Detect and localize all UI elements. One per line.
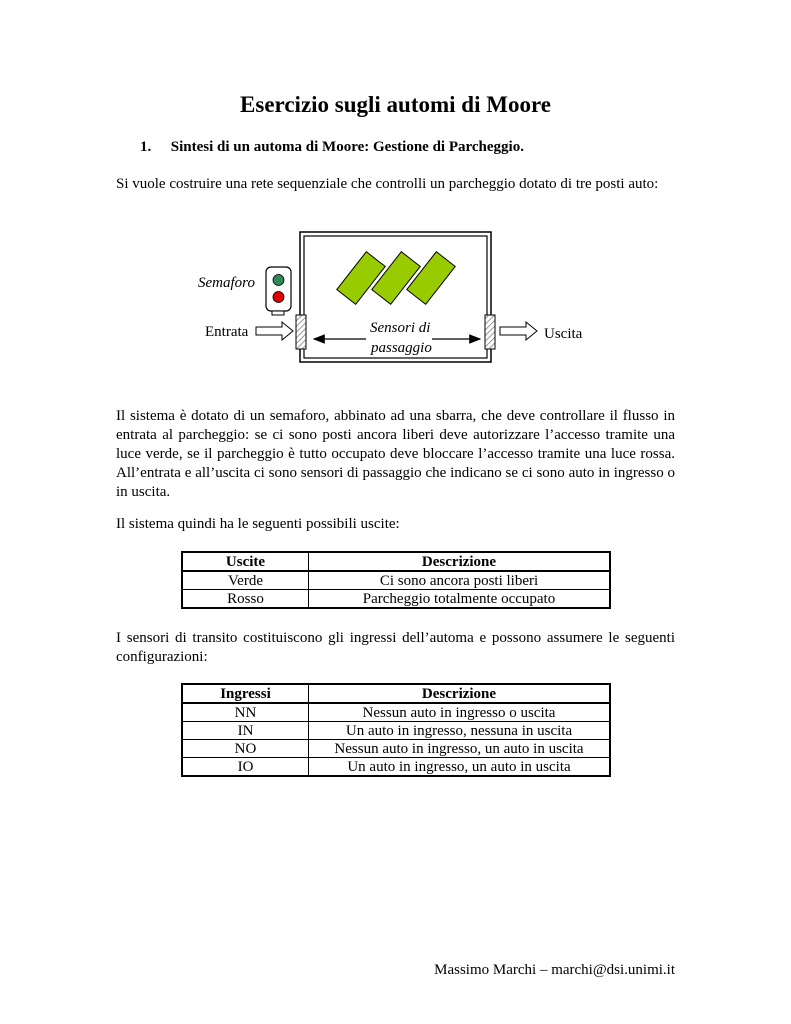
- table-cell: Rosso: [182, 590, 309, 609]
- intro-paragraph: Si vuole costruire una rete sequenziale che controlli un parcheggio dotato di tre posti auto:: [116, 176, 659, 192]
- table-cell: Ci sono ancora posti liberi: [309, 571, 611, 590]
- section-heading: [140, 139, 524, 156]
- table-row: [182, 590, 610, 609]
- sensori-label-line2: passaggio: [371, 340, 432, 356]
- parking-slot: [372, 252, 420, 305]
- table-header-row: [182, 552, 610, 571]
- table-row: [182, 571, 610, 590]
- exit-sensor: [485, 315, 495, 349]
- uscita-label: Uscita: [544, 326, 583, 342]
- table-row: [182, 722, 610, 740]
- table-row: [182, 703, 610, 722]
- entrance-arrow-icon: [256, 322, 293, 340]
- parking-lot-inner: [304, 236, 487, 358]
- page-title: Esercizio sugli automi di Moore: [240, 92, 551, 117]
- description-paragraph: Il sistema è dotato di un semaforo, abbinato ad una sbarra, che deve controllare il flusso in entrata al parcheggio: se ci sono posti ancora liberi deve autorizzare l’accesso tramite una luce verde, se il parcheggio è tutto occupato deve bloccare l’accesso tramite una luce rossa. All’entrata e all’uscita ci sono sensori di passaggio che indicano se ci sono auto in ingresso o in uscita.: [116, 408, 675, 500]
- table-cell: IO: [182, 758, 309, 777]
- traffic-light-icon: [266, 267, 291, 315]
- table-cell: Un auto in ingresso, nessuna in uscita: [309, 722, 611, 740]
- parking-slot: [407, 252, 455, 305]
- table-header-row: [182, 684, 610, 703]
- table-header: Uscite: [182, 552, 309, 571]
- table-header: Descrizione: [309, 552, 611, 571]
- inputs-table: [181, 683, 611, 777]
- table-cell: Nessun auto in ingresso, un auto in uscita: [309, 740, 611, 758]
- sensori-label-line1: Sensori di: [370, 320, 431, 336]
- table-cell: NO: [182, 740, 309, 758]
- table-cell: Parcheggio totalmente occupato: [309, 590, 611, 609]
- section-heading-text: Sintesi di un automa di Moore: Gestione di Parcheggio.: [170, 139, 524, 155]
- exit-arrow-icon: [500, 322, 537, 340]
- outputs-table: [181, 551, 611, 609]
- semaforo-label: Semaforo: [198, 275, 255, 291]
- table-cell: Nessun auto in ingresso o uscita: [309, 703, 611, 722]
- footer-email: marchi@dsi.unimi.it: [551, 962, 675, 978]
- table-cell: NN: [182, 703, 309, 722]
- parking-lot-outer: [300, 232, 491, 362]
- section-number: 1.: [140, 139, 152, 155]
- table-header: Ingressi: [182, 684, 309, 703]
- entrance-sensor: [296, 315, 306, 349]
- table-cell: Verde: [182, 571, 309, 590]
- table-header: Descrizione: [309, 684, 611, 703]
- page-footer: [434, 962, 675, 979]
- table-cell: IN: [182, 722, 309, 740]
- table-row: [182, 740, 610, 758]
- parking-slot: [337, 252, 385, 305]
- outputs-intro-paragraph: Il sistema quindi ha le seguenti possibili uscite:: [116, 516, 400, 532]
- inputs-intro-paragraph: I sensori di transito costituiscono gli ingressi dell’automa e possono assumere le seguenti configurazioni:: [116, 630, 675, 665]
- table-cell: Un auto in ingresso, un auto in uscita: [309, 758, 611, 777]
- entrata-label: Entrata: [205, 324, 249, 340]
- table-row: [182, 758, 610, 777]
- footer-separator: –: [536, 962, 552, 978]
- footer-author: Massimo Marchi: [434, 962, 537, 978]
